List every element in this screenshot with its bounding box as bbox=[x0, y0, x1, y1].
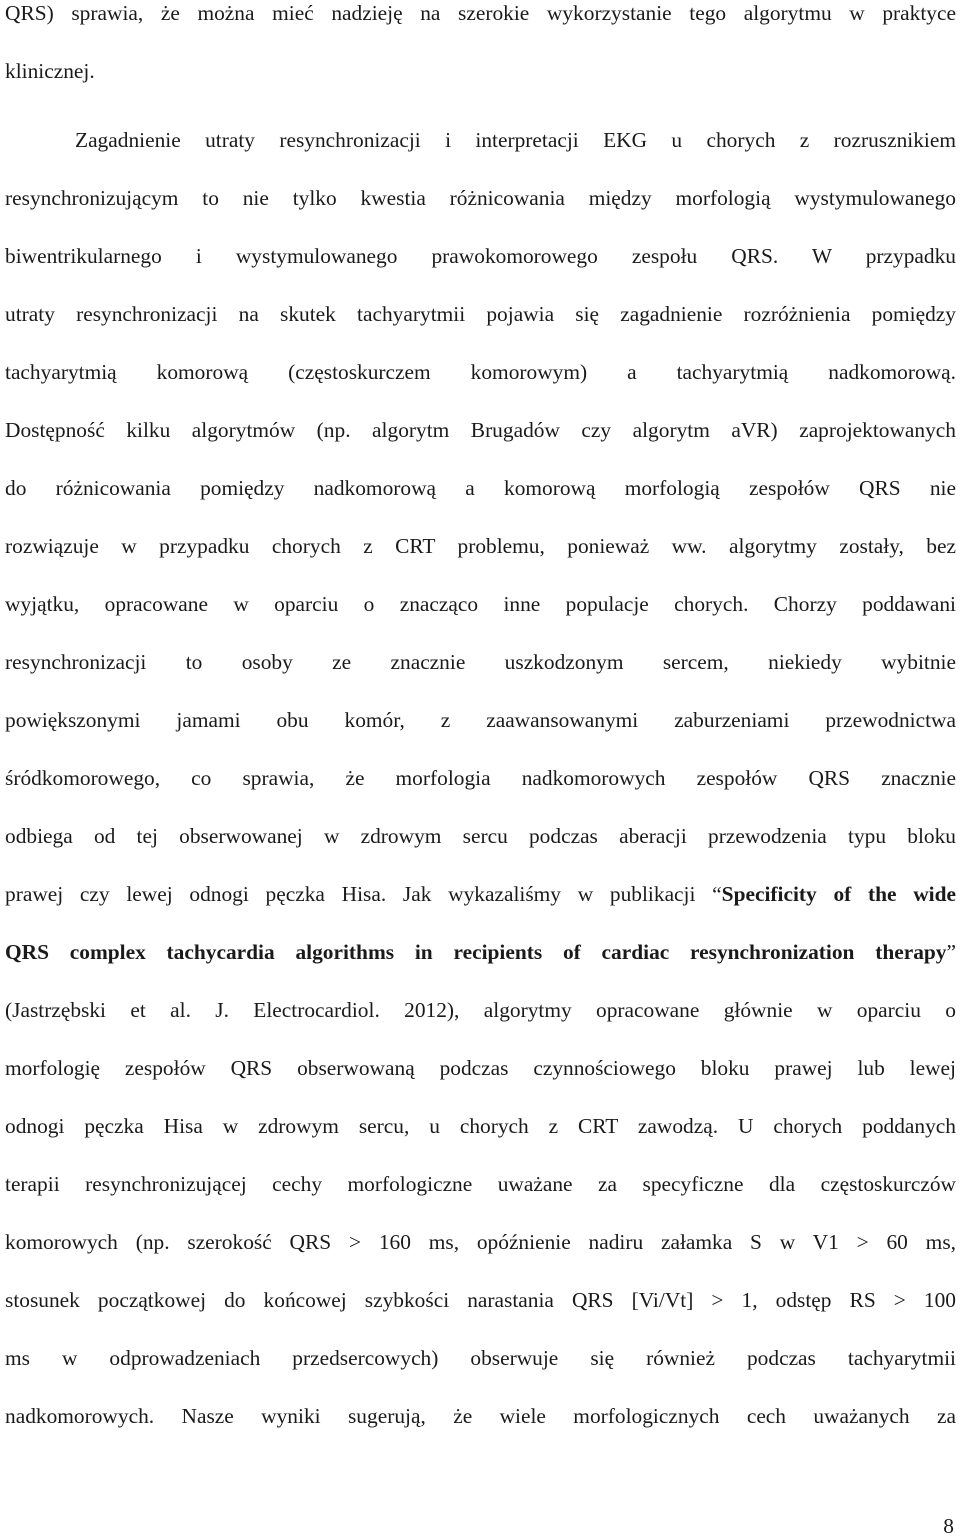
text-line bbox=[5, 940, 956, 964]
text-line: komorowych (np. szerokość QRS > 160 ms, opóźnienie nadiru załamka S w V1 > 60 ms, bbox=[5, 1230, 956, 1254]
text-line: Dostępność kilku algorytmów (np. algorytm Brugadów czy algorytm aVR) zaprojektowanych bbox=[5, 418, 956, 442]
text-line: do różnicowania pomiędzy nadkomorową a komorową morfologią zespołów QRS nie bbox=[5, 476, 956, 500]
text-run: ” bbox=[946, 940, 956, 964]
text-line: utraty resynchronizacji na skutek tachyarytmii pojawia się zagadnienie rozróżnienia pomiędzy bbox=[5, 302, 956, 326]
page-number: 8 bbox=[943, 1514, 954, 1538]
paragraph-first-line: Zagadnienie utraty resynchronizacji i interpretacji EKG u chorych z rozrusznikiem bbox=[75, 128, 956, 152]
text-line: ms w odprowadzeniach przedsercowych) obserwuje się również podczas tachyarytmii bbox=[5, 1346, 956, 1370]
text-run: prawej czy lewej odnogi pęczka Hisa. Jak wykazaliśmy w publikacji “ bbox=[5, 882, 722, 906]
text-line: śródkomorowego, co sprawia, że morfologia nadkomorowych zespołów QRS znacznie bbox=[5, 766, 956, 790]
text-line: nadkomorowych. Nasze wyniki sugerują, że wiele morfologicznych cech uważanych za bbox=[5, 1404, 956, 1428]
text-line: powiększonymi jamami obu komór, z zaawansowanymi zaburzeniami przewodnictwa bbox=[5, 708, 956, 732]
text-line: terapii resynchronizującej cechy morfologiczne uważane za specyficzne dla częstoskurczów bbox=[5, 1172, 956, 1196]
text-line: biwentrikularnego i wystymulowanego prawokomorowego zespołu QRS. W przypadku bbox=[5, 244, 956, 268]
text-line: wyjątku, opracowane w oparciu o znacząco inne populacje chorych. Chorzy poddawani bbox=[5, 592, 956, 616]
text-line: odbiega od tej obserwowanej w zdrowym sercu podczas aberacji przewodzenia typu bloku bbox=[5, 824, 956, 848]
text-line: rozwiązuje w przypadku chorych z CRT problemu, ponieważ ww. algorytmy zostały, bez bbox=[5, 534, 956, 558]
text-line: klinicznej. bbox=[5, 59, 95, 83]
text-line: stosunek początkowej do końcowej szybkości narastania QRS [Vi/Vt] > 1, odstęp RS > 100 bbox=[5, 1288, 956, 1312]
text-line: QRS) sprawia, że można mieć nadzieję na szerokie wykorzystanie tego algorytmu w praktyce bbox=[5, 1, 956, 25]
text-line: resynchronizacji to osoby ze znacznie uszkodzonym sercem, niekiedy wybitnie bbox=[5, 650, 956, 674]
text-line bbox=[5, 882, 956, 906]
text-line: morfologię zespołów QRS obserwowaną podczas czynnościowego bloku prawej lub lewej bbox=[5, 1056, 956, 1080]
text-line: (Jastrzębski et al. J. Electrocardiol. 2012), algorytmy opracowane głównie w oparciu o bbox=[5, 998, 956, 1022]
cited-title-part-2: QRS complex tachycardia algorithms in recipients of cardiac resynchronization therapy bbox=[5, 940, 947, 964]
text-line: odnogi pęczka Hisa w zdrowym sercu, u chorych z CRT zawodzą. U chorych poddanych bbox=[5, 1114, 956, 1138]
text-line: tachyarytmią komorową (częstoskurczem komorowym) a tachyarytmią nadkomorową. bbox=[5, 360, 956, 384]
text-line: resynchronizującym to nie tylko kwestia różnicowania między morfologią wystymulowanego bbox=[5, 186, 956, 210]
cited-title-part-1: Specificity of the wide bbox=[721, 882, 957, 906]
